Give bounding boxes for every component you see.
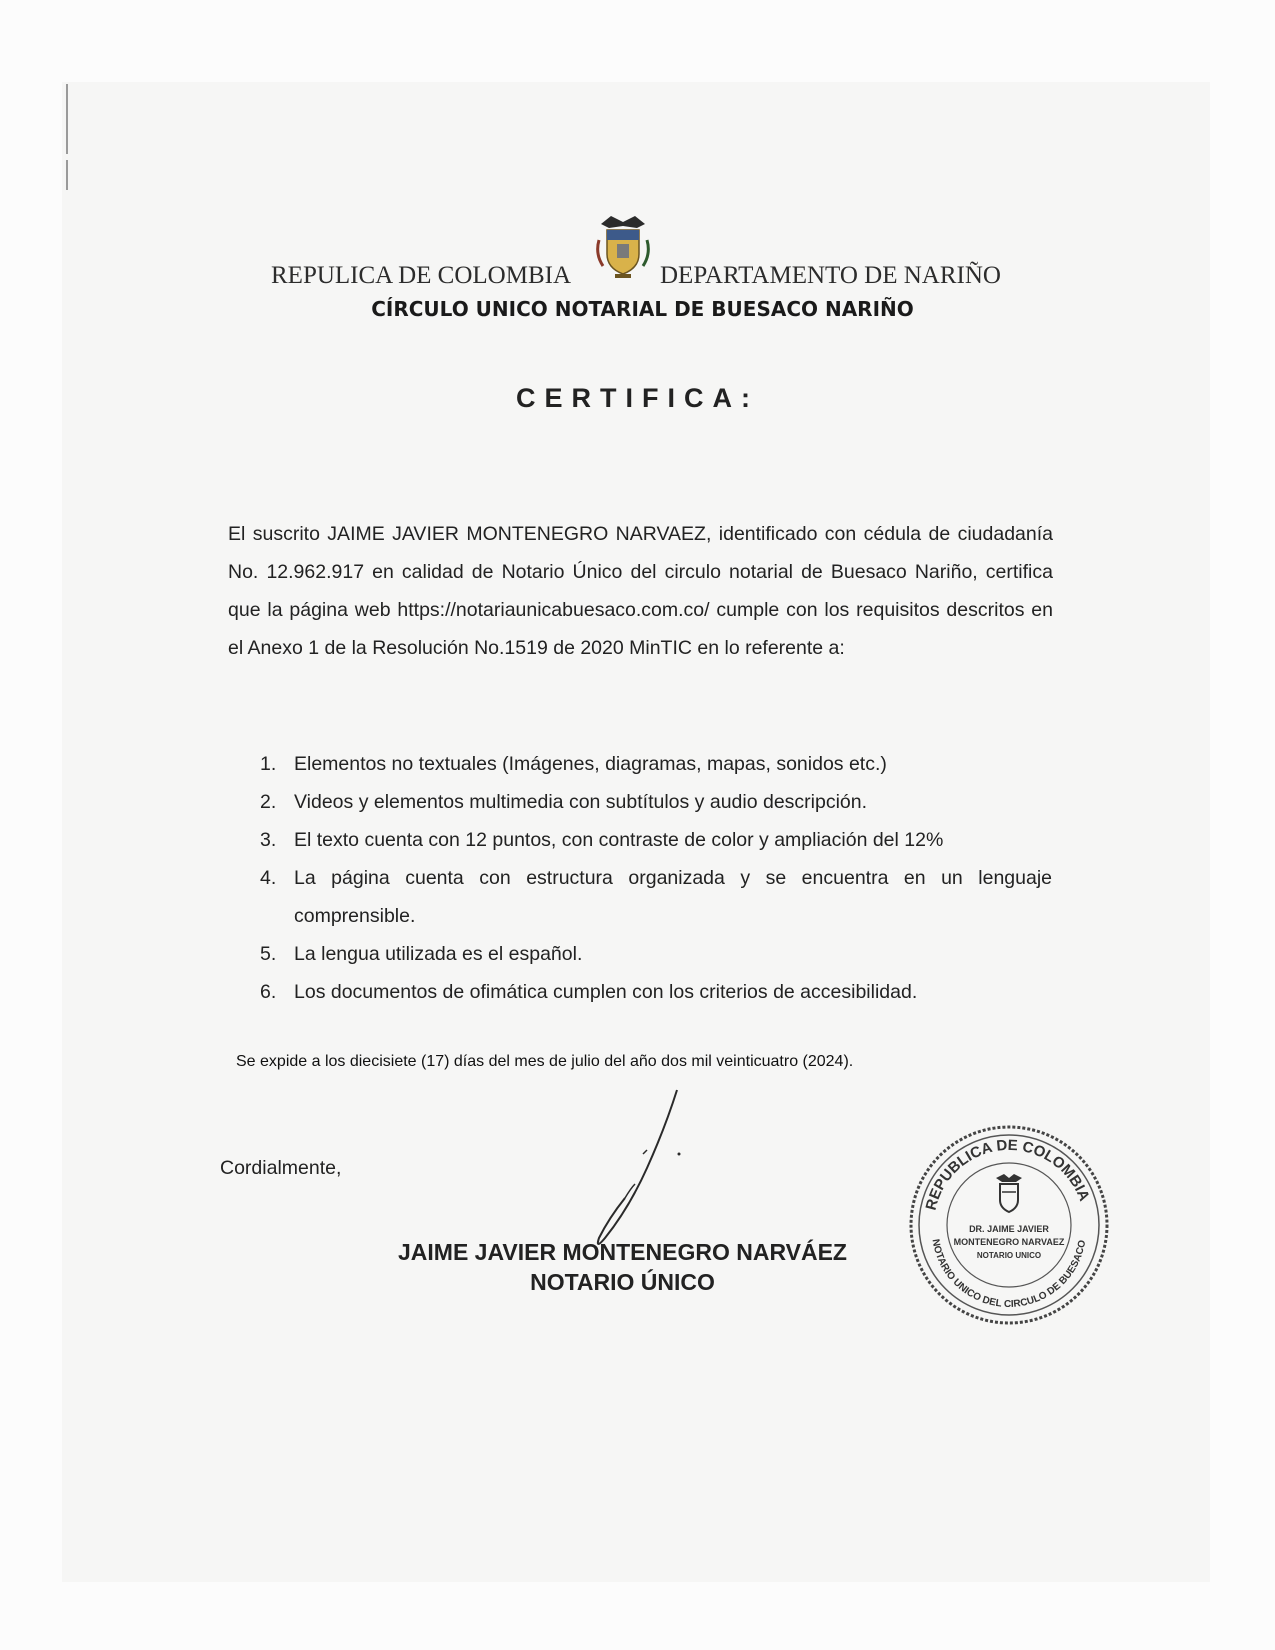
letterhead [0,262,1275,292]
scan-margin-mark [66,84,68,154]
certification-paragraph: El suscrito JAIME JAVIER MONTENEGRO NARVAEZ, identificado con cédula de ciudadanía No. 12.962.917 en calidad de Notario Único del circulo notarial de Buesaco Nariño, certifica que la página web https://notariaunicabuesaco.com.co/ cumple con los requisitos descritos en el Anexo 1 de la Resolución No.1519 de 2020 MinTIC en lo referente a: [228,523,1053,659]
certification-body [228,515,1053,667]
list-item: 2. Videos y elementos multimedia con subtítulos y audio descripción. [260,791,868,813]
notary-seal-stamp [904,1120,1114,1330]
scan-margin-mark [66,160,68,190]
list-item: 3. El texto cuenta con 12 puntos, con contraste de color y ampliación del 12% [260,829,944,851]
seal-outer-top-text: REPUBLICA DE COLOMBIA [922,1136,1093,1213]
letterhead-country: REPULICA DE COLOMBIA [271,262,572,289]
list-item: 1. Elementos no textuales (Imágenes, diagramas, mapas, sonidos etc.) [260,753,887,775]
document-title: CERTIFICA: [516,383,759,413]
seal-line-2: MONTENEGRO NARVAEZ [953,1237,1065,1247]
issue-date-statement: Se expide a los diecisiete (17) días del mes de julio del año dos mil veinticuatro (2024). [236,1053,854,1070]
seal-line-1: DR. JAIME JAVIER [969,1224,1049,1234]
letterhead-notary-circle: CÍRCULO UNICO NOTARIAL DE BUESACO NARIÑO [371,297,914,321]
signatory-name: JAIME JAVIER MONTENEGRO NARVÁEZ [398,1239,847,1265]
salutation: Cordialmente, [220,1157,342,1179]
requirements-list [252,745,1052,1011]
signatory-role: NOTARIO ÚNICO [530,1269,715,1295]
seal-line-3: NOTARIO UNICO [976,1251,1042,1260]
seal-crest-icon [996,1174,1022,1212]
letterhead-department: DEPARTAMENTO DE NARIÑO [660,262,1001,289]
list-item: 5. La lengua utilizada es el español. [260,943,583,965]
seal-outer-bottom-text: NOTARIO UNICO DEL CIRCULO DE BUESACO [929,1238,1089,1311]
list-item: 4. La página cuenta con estructura organizada y se encuentra en un lenguaje comprensible. [260,867,1052,927]
list-item: 6. Los documentos de ofimática cumplen con los criterios de accesibilidad. [260,981,918,1003]
